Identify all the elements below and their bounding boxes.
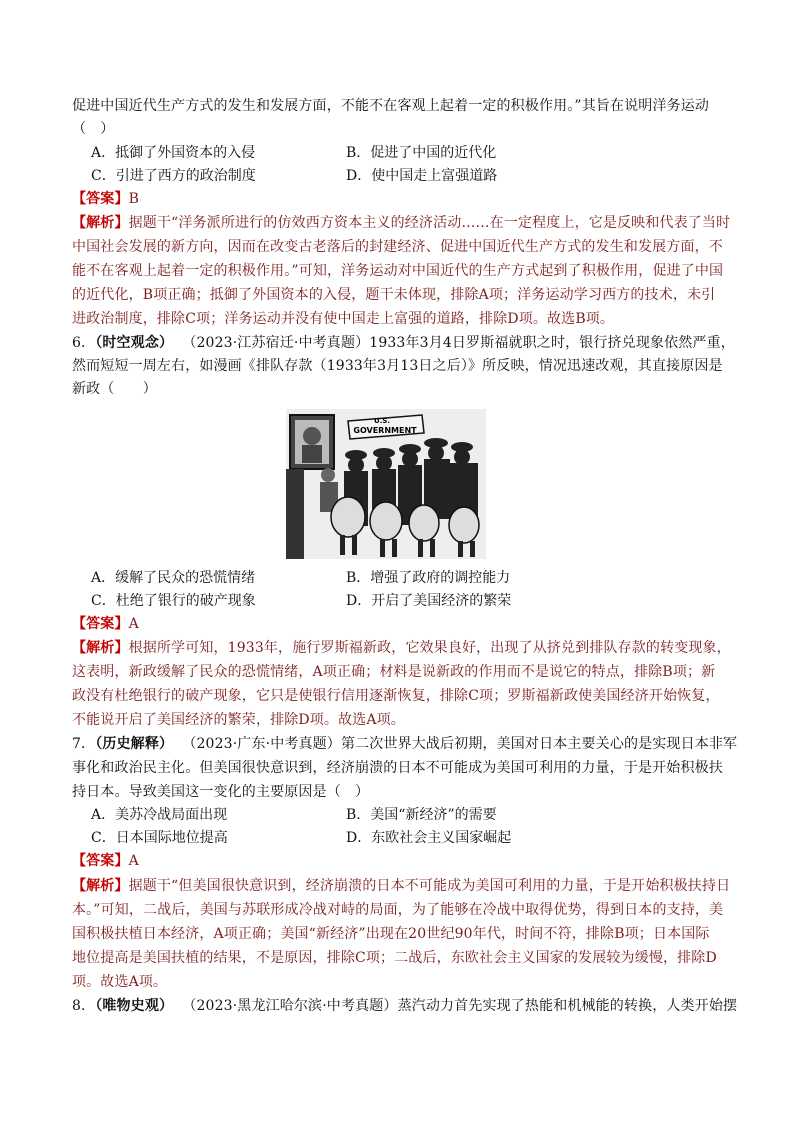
q5-answer [72, 189, 722, 209]
question-text: 1933年3月4日罗斯福就职之时，银行挤兑现象依然严重， [369, 335, 735, 351]
q7-analysis-line-3: 国积极扶植日本经济，A项正确；美国“新经济”出现在20世纪90年代，时间不符，排除B项；日本国际 [72, 926, 710, 942]
q7-stem-line-1 [72, 734, 738, 754]
q7-analysis-line-2: 本。”可知，二战后，美国与苏联形成冷战对峙的局面，为了能够在冷战中取得优势，得到日本的支持，美 [72, 902, 724, 918]
answer-label: 【答案】 [72, 191, 129, 207]
analysis-label: 【解析】 [72, 640, 129, 656]
analysis-label: 【解析】 [72, 878, 129, 894]
question-tag: （唯物史观） [95, 998, 174, 1014]
question-tag: （历史解释） [95, 736, 174, 752]
q6-analysis-line-3: 政没有杜绝银行的破产现象，它只是使银行信用逐渐恢复，排除C项；罗斯福新政使美国经济开始恢复， [72, 688, 720, 704]
q6-analysis-line-4: 不能说开启了美国经济的繁荣，排除D项。故选A项。 [72, 712, 405, 728]
q6-stem-line-2: 然而短短一周左右，如漫画《排队存款（1933年3月13日之后）》所反映，情况迅速改观，其直接原因是 [72, 358, 723, 374]
q7-answer [72, 851, 722, 871]
q7-option-c: C．日本国际地位提高 [91, 830, 228, 846]
question-text: 第二次世界大战后初期，美国对日本主要关心的是实现日本非军 [340, 736, 738, 752]
q6-stem-line-3: 新政（ ） [72, 381, 157, 397]
q6-option-a: A．缓解了民众的恐慌情绪 [91, 570, 256, 586]
analysis-text: 据题干“但美国很快意识到，经济崩溃的日本不可能成为美国可利用的力量，于是开始积极扶持日 [128, 878, 731, 894]
q6-option-b: B．增强了政府的调控能力 [346, 570, 511, 586]
question-number: 7． [72, 736, 96, 752]
q6-answer [72, 614, 722, 634]
q6-option-c: C．杜绝了银行的破产现象 [91, 593, 256, 609]
question-number: 8． [72, 998, 96, 1014]
question-source: （2023·黑龙江哈尔滨·中考真题） [182, 998, 398, 1014]
q5-option-c: C．引进了西方的政治制度 [91, 168, 256, 184]
q5-analysis-line-3: 能不在客观上起着一定的积极作用。”可知，洋务运动对中国近代的生产方式起到了积极作用，促进了中国 [72, 263, 724, 279]
q5-option-a: A．抵御了外国资本的入侵 [91, 145, 256, 161]
q6-analysis-line-2: 这表明，新政缓解了民众的恐慌情绪，A项正确；材料是说新政的作用而不是说它的特点，排除B项；新 [72, 664, 716, 680]
q5-option-b: B．促进了中国的近代化 [346, 145, 497, 161]
q5-option-d: D．使中国走上富强道路 [346, 168, 498, 184]
answer-label: 【答案】 [72, 616, 129, 632]
q6-stem-line-1 [72, 333, 735, 353]
analysis-label: 【解析】 [72, 215, 129, 231]
cartoon-queue-deposit-image [286, 409, 486, 559]
q6-option-d: D．开启了美国经济的繁荣 [346, 593, 512, 609]
q5-analysis-line-2: 中国社会发展的新方向，因而在改变古老落后的封建经济、促进中国近代生产方式的发生和发展方面，不 [72, 239, 723, 255]
q7-stem-line-3: 持日本。导致美国这一变化的主要原因是（ ） [72, 784, 370, 800]
q6-analysis-line-1 [72, 638, 731, 658]
answer-label: 【答案】 [72, 853, 129, 869]
q7-analysis-line-4: 地位提高是美国扶植的结果，不是原因，排除C项；二战后，东欧社会主义国家的发展较为缓慢，排除D [72, 950, 717, 966]
question-source: （2023·江苏宿迁·中考真题） [182, 335, 370, 351]
q5-analysis-line-5: 进政治制度，排除C项；洋务运动并没有使中国走上富强的道路，排除D项。故选B项。 [72, 311, 615, 327]
q7-option-d: D．东欧社会主义国家崛起 [346, 830, 512, 846]
q8-stem-line-1 [72, 996, 738, 1016]
q7-analysis-line-5: 项。故选A项。 [72, 974, 168, 990]
q5-stem-line-1: 促进中国近代生产方式的发生和发展方面，不能不在客观上起着一定的积极作用。”其旨在说明洋务运动 [72, 98, 710, 114]
question-text: 蒸汽动力首先实现了热能和机械能的转换，人类开始摆 [397, 998, 738, 1014]
answer-value: B [128, 191, 140, 207]
q7-option-a: A．美苏冷战局面出现 [91, 807, 228, 823]
analysis-text: 根据所学可知，1933年，施行罗斯福新政，它效果良好，出现了从挤兑到排队存款的转变现象， [128, 640, 731, 656]
q7-analysis-line-1 [72, 876, 731, 896]
sign-text-us: U.S. [373, 417, 391, 425]
question-source: （2023·广东·中考真题） [182, 736, 341, 752]
q7-stem-line-2: 事化和政治民主化。但美国很快意识到，经济崩溃的日本不可能成为美国可利用的力量，于是开始积极扶 [72, 760, 723, 776]
sign-text-government: GOVERNMENT [353, 426, 417, 435]
q5-analysis-line-4: 的近代化，B项正确；抵御了外国资本的入侵，题干未体现，排除A项；洋务运动学习西方的技术，未引 [72, 287, 716, 303]
question-number: 6． [72, 335, 96, 351]
answer-value: A [128, 616, 139, 632]
q7-option-b: B．美国“新经济”的需要 [346, 807, 497, 823]
answer-value: A [128, 853, 139, 869]
q5-analysis-line-1 [72, 213, 731, 233]
question-tag: （时空观念） [95, 335, 174, 351]
analysis-text: 据题干“洋务派所进行的仿效西方资本主义的经济活动……在一定程度上，它是反映和代表了当时 [128, 215, 731, 231]
q5-stem-line-2: （ ） [72, 121, 115, 137]
